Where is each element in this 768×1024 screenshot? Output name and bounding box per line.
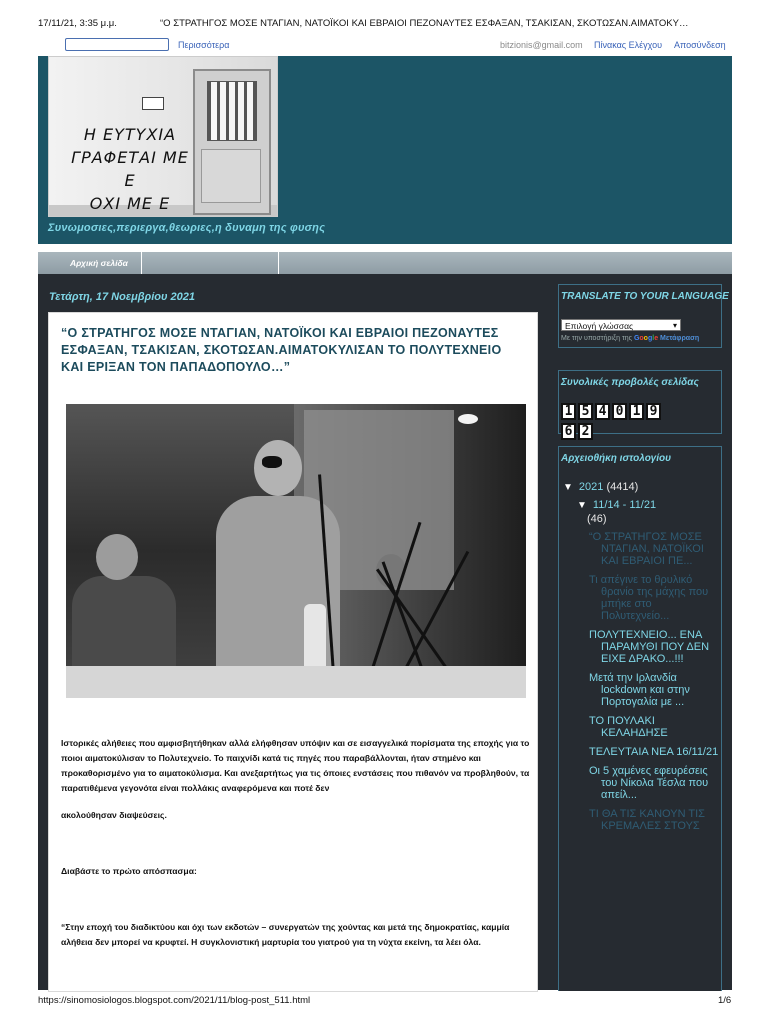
translate-link[interactable]: Μετάφραση [660,335,700,342]
header-image[interactable] [48,56,278,217]
collapse-toggle-icon[interactable]: ▼ [563,482,573,493]
archive-year-label[interactable]: 2021 [578,481,604,493]
archive-week-count: (46) [587,513,607,525]
tab-home[interactable]: Αρχική σελίδα [38,252,142,274]
print-url: https://sinomosiologos.blogspot.com/2021/11/blog-post_511.html [38,995,311,1006]
graffiti-line: Η ΕΥΤΥΧΙΑ [83,125,177,144]
translate-title: TRANSLATE TO YOUR LANGUAGE [561,291,729,302]
archive-post-link[interactable]: “Ο ΣΤΡΑΤΗΓΟΣ ΜΟΣΕ ΝΤΑΓΙΑΝ, ΝΑΤΟΪΚΟΙ ΚΑΙ ΕΒΡΑΙΟΙ ΠΕ... [589,531,704,567]
translate-widget [558,284,729,348]
post-paragraph: Ιστορικές αλήθειες που αμφισβητήθηκαν αλλά ελήφθησαν υπόψιν και σε εισαγγελικά πορίσματα της εποχής για το ποιοι αιματοκύλισαν το Πολυτεχνείο. Το παιχνίδι κατά τις πηγές που παραβάλλονται, ήταν στημένο και προκαθορισμένο για το αιματοκύλισμα. Και ανεξαρτήτως για τις όποιες ενστάσεις που πιθανόν να προβληθούν, τα παρατιθέμενα γεγονότα είναι πολλάκις αναφερόμενα και ποτέ δεν [61,738,530,793]
post-paragraph: Διαβάστε το πρώτο απόσπασμα: [61,866,197,876]
photo-officer-left-head [96,534,138,580]
door-bars [207,81,257,141]
print-header [0,0,768,34]
counter-digit: 0 [612,403,627,420]
pageviews-title: Συνολικές προβολές σελίδας [561,377,699,388]
archive-year[interactable] [563,481,638,493]
archive-week-label[interactable]: 11/14 - 11/21 [592,499,657,511]
counter-digit: 1 [629,403,644,420]
page-tabs [38,252,732,274]
print-title: “Ο ΣΤΡΑΤΗΓΟΣ ΜΟΣΕ ΝΤΑΓΙΑΝ, ΝΑΤΟΪΚΟΙ ΚΑΙ ΕΒΡΑΙΟΙ ΠΕΖΟΝΑΥΤΕΣ ΕΣΦΑΞΑΝ, ΤΣΑΚΙΣΑΝ, ΣΚΟΤΩΣΑΝ.ΑΙΜΑΤΟΚΥ… [160,18,689,29]
archive-posts [589,531,719,839]
counter-digit: 5 [578,403,593,420]
door-panel [201,149,261,203]
navbar-user-email: bitzionis@gmail.com [500,40,583,50]
counter-digit: 6 [561,423,576,440]
archive-widget [558,446,722,991]
header-sign [142,97,164,110]
archive-post-link[interactable]: ΤΙ ΘΑ ΤΙΣ ΚΑΝΟΥΝ ΤΙΣ ΚΡΕΜΑΛΕΣ ΣΤΟΥΣ [589,808,705,832]
archive-post-link[interactable]: ΤΕΛΕΥΤΑΙΑ ΝΕΑ 16/11/21 [589,746,719,758]
archive-week[interactable] [577,499,656,511]
post-image[interactable] [66,404,526,698]
google-logo: Google [633,335,659,342]
collapse-toggle-icon[interactable]: ▼ [577,500,587,511]
language-select-value: Επιλογή γλώσσας [565,321,634,331]
navbar-signout-link[interactable]: Αποσύνδεση [674,40,726,50]
powered-by [561,335,699,342]
blog-description: Συνωμοσιες,περιεργα,θεωριες,η δυναμη της φυσης [48,222,326,234]
counter-digit: 1 [561,403,576,420]
photo-bottle [304,604,326,674]
photo-lamp [458,414,478,424]
navbar-search-input[interactable] [65,38,169,51]
blog-header [38,56,732,244]
navbar-dashboard-link[interactable]: Πίνακας Ελέγχου [594,40,663,50]
header-graffiti [65,123,195,215]
print-footer [0,990,768,1024]
header-door [193,69,271,215]
photo-general-head [254,440,302,496]
graffiti-line: ΓΡΑΦΕΤΑΙ ΜΕ Ε [71,148,189,190]
graffiti-line: ΟΧΙ ΜΕ Ε [89,194,171,213]
pageviews-widget [558,370,722,439]
post-paragraph: ακολούθησαν διαψεύσεις. [61,810,167,820]
archive-post-link[interactable]: Οι 5 χαμένες εφευρέσεις του Νίκολα Τέσλα που απείλ... [589,765,709,801]
chevron-down-icon: ▾ [672,321,677,330]
post-paragraph: “Στην εποχή του διαδικτύου και όχι των εκδοτών – συνεργατών της χούντας και μετά της δημοκρατίας, καμμία αλήθεια δεν μπορεί να κρυφτεί. Η συγκλονιστική μαρτυρία του γιατρού για τη νύχτα εκείνη, τα λέει όλα. [61,922,510,947]
blogger-navbar [38,34,732,56]
print-page-number: 1/6 [718,995,732,1006]
post [48,312,538,992]
pageviews-counter [561,403,721,443]
powered-prefix: Με την υποστήριξη της [561,335,632,342]
counter-digit: 2 [578,423,593,440]
print-date: 17/11/21, 3:35 μ.μ. [38,18,117,29]
archive-post-link[interactable]: ΠΟΛΥΤΕΧΝΕΙΟ... ΕΝΑ ΠΑΡΑΜΥΘΙ ΠΟΥ ΔΕΝ ΕΙΧΕ ΔΡΑΚΟ...!!! [589,629,710,665]
photo-eye-patch [262,456,282,468]
photo-table [66,666,526,698]
language-select[interactable] [561,319,681,331]
archive-post-link[interactable]: ΤΟ ΠΟΥΛΑΚΙ ΚΕΛΑΗΔΗΣΕ [589,715,668,739]
archive-title: Αρχειοθήκη ιστολογίου [561,453,671,464]
archive-year-count: (4414) [606,481,639,493]
counter-digit: 9 [646,403,661,420]
archive-post-link[interactable]: Τι απέγινε το θρυλικό θρανίο της μάχης που μπήκε στο Πολυτεχνείο... [589,574,709,622]
counter-digit: 4 [595,403,610,420]
tab-divider [278,252,279,274]
navbar-more-link[interactable]: Περισσότερα [178,40,230,50]
post-title[interactable]: “Ο ΣΤΡΑΤΗΓΟΣ ΜΟΣΕ ΝΤΑΓΙΑΝ, ΝΑΤΟΪΚΟΙ ΚΑΙ ΕΒΡΑΙΟΙ ΠΕΖΟΝΑΥΤΕΣ ΕΣΦΑΞΑΝ, ΤΣΑΚΙΣΑΝ, ΣΚΟΤΩΣΑΝ.ΑΙΜΑΤΟΚΥΛΙΣΑΝ ΤΟ ΠΟΛΥΤΕΧΝΕΙΟ ΚΑΙ ΕΡΙΞΑΝ ΤΟΝ ΠΑΠΑΔΟΠΟΥΛΟ…” [61,326,502,374]
post-date-header: Τετάρτη, 17 Νοεμβρίου 2021 [49,291,196,303]
archive-post-link[interactable]: Μετά την Ιρλανδία lockdown και στην Πορτογαλία με ... [589,672,690,708]
